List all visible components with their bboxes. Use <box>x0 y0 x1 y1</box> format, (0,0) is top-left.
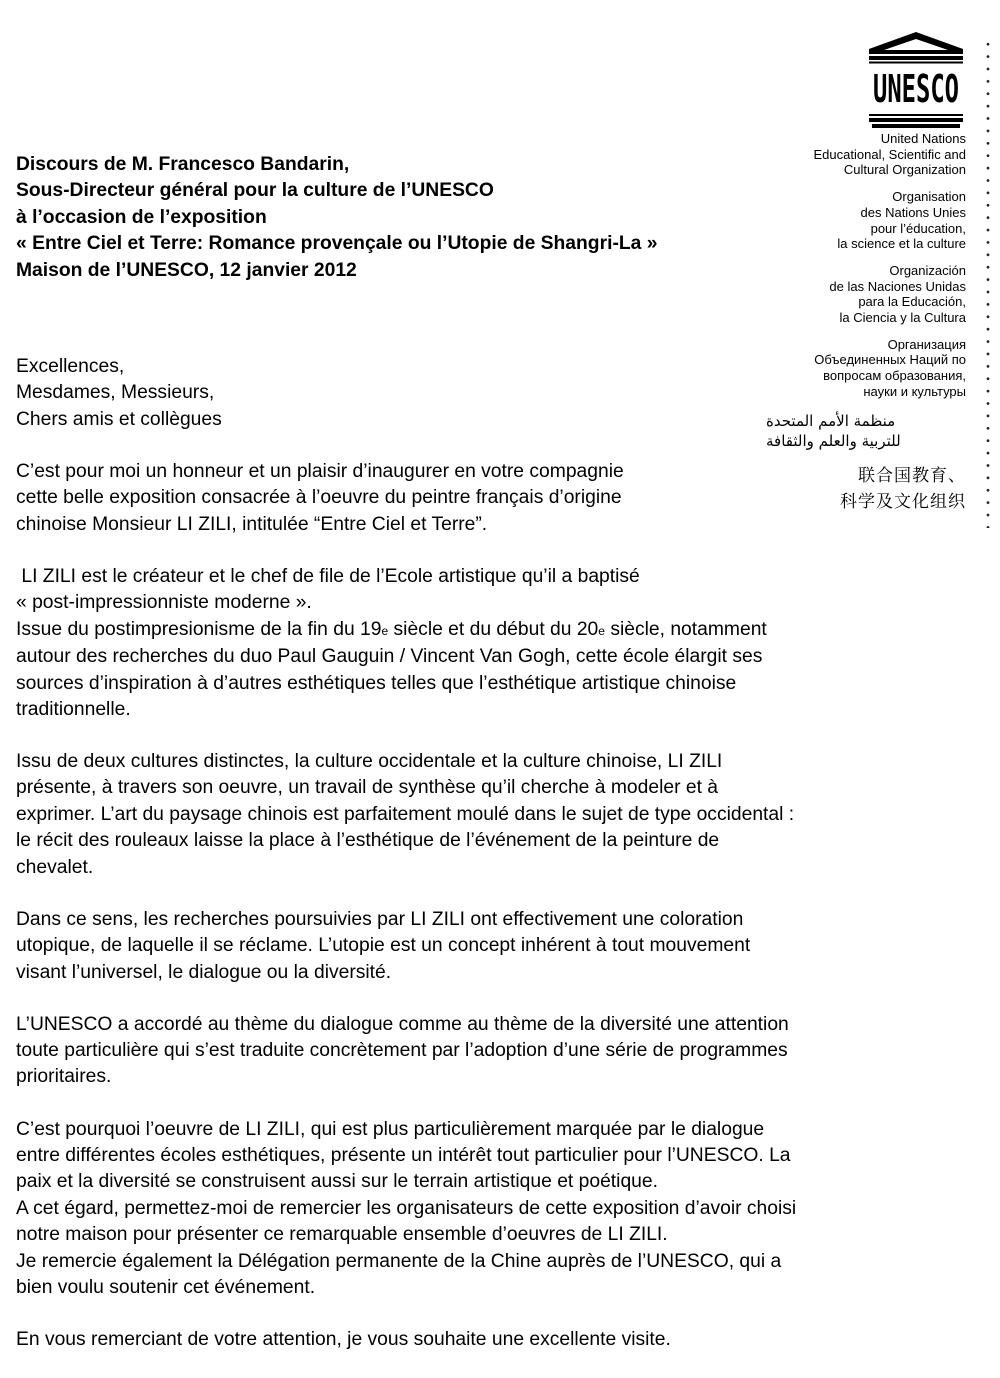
salutation-line: Mesdames, Messieurs, <box>16 382 215 404</box>
paragraph-3: Issu de deux cultures distinctes, la culture occidentale et la culture chinoise, LI ZILI présente, à travers son oeuvre, un travail de synthèse qu’il cherche à modeler et à exprimer. L’art du paysage chinois est parfaitement moulé dans le sujet de type occidental : le récit des rouleaux laisse la place à l’esthétique de l’événement de la peinture de chevalet. <box>16 751 795 878</box>
heading-line: Maison de l’UNESCO, 12 janvier 2012 <box>16 259 357 281</box>
logo-text: UNESCO <box>873 67 959 111</box>
org-name-fr: Organisation des Nations Unies pour l’éducation, la science et la culture <box>837 189 966 252</box>
document-heading <box>16 152 776 284</box>
heading-line: à l’occasion de l’exposition <box>16 206 267 228</box>
org-name-ar: منظمة الأمم المتحدة للتربية والعلم والثقافة <box>766 411 901 450</box>
paragraph-6: C’est pourquoi l’oeuvre de LI ZILI, qui est plus particulièrement marquée par le dialogue entre différentes écoles esthétiques, présente un intérêt tout particulier pour l’UNESCO. La paix et la diversité se construisent aussi sur le terrain artistique et poétique. A cet égard, permettez-moi de remercier les organisateurs de cette exposition d’avoir choisi notre maison pour présenter ce remarquable ensemble d’oeuvres de LI ZILI. Je remercie également la Délégation permanente de la Chine auprès de l’UNESCO, qui a bien voulu soutenir cet événement. <box>16 1118 797 1298</box>
paragraph-1: C’est pour moi un honneur et un plaisir d’inaugurer en votre compagnie cette belle exposition consacrée à l’oeuvre du peintre français d’origine chinoise Monsieur LI ZILI, intitulée “Entre Ciel et Terre”. <box>16 461 624 535</box>
heading-line: Discours de M. Francesco Bandarin, <box>16 154 350 175</box>
speech-body <box>16 459 966 1354</box>
salutation-line: Chers amis et collègues <box>16 408 222 430</box>
salutation <box>16 354 222 433</box>
paragraph-5: L’UNESCO a accordé au thème du dialogue comme au thème de la diversité une attention toute particulière qui s’est traduite concrètement par l’adoption d’une série de programmes prioritaires. <box>16 1013 789 1088</box>
org-name-ru: Организация Объединенных Наций по вопросам образования, науки и культуры <box>814 336 966 399</box>
heading-line: « Entre Ciel et Terre: Romance provençale ou l’Utopie de Shangri-La » <box>16 233 658 255</box>
unesco-logo <box>866 30 966 130</box>
org-name-es: Organización de las Naciones Unidas para la Educación, la Ciencia y la Cultura <box>829 262 966 326</box>
paragraph-2: LI ZILI est le créateur et le chef de file de l’Ecole artistique qu’il a baptisé « post-impressionniste moderne ». Issue du postimpresionisme de la fin du 19e siècle et du début du 20e siècle, notamment autour des recherches du duo Paul Gauguin / Vincent Van Gogh, cette école élargit ses sources d’inspiration à d’autres esthétiques telles que l’esthétique artistique chinoise traditionnelle. <box>16 565 767 720</box>
paragraph-4: Dans ce sens, les recherches poursuivies par LI ZILI ont effectivement une coloration utopique, de laquelle il se réclame. L’utopie est un concept inhérent à tout mouvement visant l’universel, le dialogue ou la diversité. <box>16 908 751 983</box>
heading-line: Sous-Directeur général pour la culture de l’UNESCO <box>16 180 494 202</box>
paragraph-7: En vous remerciant de votre attention, je vous souhaite une excellente visite. <box>16 1329 671 1351</box>
org-name-zh: 联合国教育、 科学及文化组织 <box>840 465 966 512</box>
salutation-line: Excellences, <box>16 356 125 377</box>
org-name-en: United Nations Educational, Scientific and Cultural Organization <box>813 131 966 178</box>
dotted-border <box>985 38 991 528</box>
